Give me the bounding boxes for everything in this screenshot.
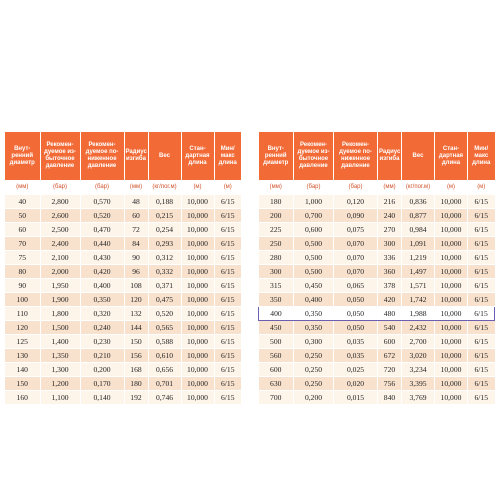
table-cell: 10,000 <box>435 209 468 223</box>
table-cell: 0,020 <box>334 377 378 391</box>
table-cell: 0,332 <box>148 265 181 279</box>
table-cell: 10,000 <box>181 349 214 363</box>
table-row <box>5 321 241 335</box>
table-cell: 700 <box>259 391 294 405</box>
table-cell: 0,065 <box>334 279 378 293</box>
table-cell: 0,188 <box>148 195 181 209</box>
table-cell: 10,000 <box>181 377 214 391</box>
table-cell: 0,588 <box>148 335 181 349</box>
table-cell: 10,000 <box>181 209 214 223</box>
table-cell: 96 <box>124 265 148 279</box>
table-cell: 10,000 <box>181 251 214 265</box>
table-cell: 0,025 <box>334 363 378 377</box>
table-row <box>5 363 241 377</box>
table-cell: 75 <box>5 251 40 265</box>
table-cell: 2,800 <box>40 195 80 209</box>
table-cell: 150 <box>124 335 148 349</box>
unit-cell: (м) <box>435 180 468 195</box>
table-row <box>259 363 495 377</box>
table-cell: 0,140 <box>80 391 124 405</box>
spec-table-right <box>258 132 495 405</box>
unit-cell: (м) <box>468 180 495 195</box>
table-cell: 0,470 <box>80 223 124 237</box>
table-row <box>5 349 241 363</box>
table-cell: 0,050 <box>334 293 378 307</box>
table-cell: 180 <box>124 377 148 391</box>
table-cell: 6/15 <box>468 237 495 251</box>
table-cell: 315 <box>259 279 294 293</box>
header-inner-diameter: Внут- ренний диаметр <box>5 132 40 180</box>
table-cell: 180 <box>259 195 294 209</box>
table-cell: 600 <box>378 335 402 349</box>
header-min-max-length: Мин/ макс длина <box>468 132 495 180</box>
table-cell: 0,500 <box>294 251 334 265</box>
table-cell: 6/15 <box>214 363 241 377</box>
unit-cell: (мм) <box>5 180 40 195</box>
table-cell: 0,070 <box>334 237 378 251</box>
table-cell: 0,035 <box>334 349 378 363</box>
table-row <box>259 251 495 265</box>
table-cell: 6/15 <box>468 195 495 209</box>
table-cell: 6/15 <box>468 363 495 377</box>
table-cell: 0,075 <box>334 223 378 237</box>
table-cell: 132 <box>124 307 148 321</box>
header-row <box>5 132 241 180</box>
table-cell: 0,035 <box>334 335 378 349</box>
table-cell: 6/15 <box>468 251 495 265</box>
table-cell: 10,000 <box>181 307 214 321</box>
table-row <box>5 279 241 293</box>
table-cell: 0,420 <box>80 265 124 279</box>
table-cell: 10,000 <box>435 321 468 335</box>
table-row <box>259 209 495 223</box>
table-row <box>5 391 241 405</box>
table-cell: 110 <box>5 307 40 321</box>
table-row <box>259 293 495 307</box>
table-row <box>5 307 241 321</box>
table-cell: 10,000 <box>181 391 214 405</box>
table-cell: 6/15 <box>214 237 241 251</box>
table-cell: 120 <box>5 321 40 335</box>
table-cell: 144 <box>124 321 148 335</box>
table-cell: 6/15 <box>214 265 241 279</box>
table-cell: 600 <box>259 363 294 377</box>
table-row <box>5 335 241 349</box>
table-cell: 216 <box>378 195 402 209</box>
header-row <box>259 132 495 180</box>
table-cell: 6/15 <box>214 223 241 237</box>
table-cell: 0,300 <box>294 335 334 349</box>
table-cell: 0,254 <box>148 223 181 237</box>
table-cell: 0,090 <box>334 209 378 223</box>
table-cell: 6/15 <box>468 321 495 335</box>
table-cell: 10,000 <box>181 195 214 209</box>
table-cell: 672 <box>378 349 402 363</box>
table-cell: 125 <box>5 335 40 349</box>
table-cell: 120 <box>124 293 148 307</box>
table-cell: 0,200 <box>294 391 334 405</box>
header-reduced-pressure: Рекомен- дуемое по- ниженное давление <box>334 132 378 180</box>
unit-cell: (кг/пог.м) <box>148 180 181 195</box>
table-cell: 0,170 <box>80 377 124 391</box>
table-cell: 540 <box>378 321 402 335</box>
table-cell: 40 <box>5 195 40 209</box>
table-cell: 2,432 <box>402 321 435 335</box>
table-cell: 0,430 <box>80 251 124 265</box>
table-cell: 84 <box>124 237 148 251</box>
table-row-highlighted <box>259 307 495 321</box>
table-cell: 756 <box>378 377 402 391</box>
table-cell: 300 <box>378 237 402 251</box>
table-cell: 420 <box>378 293 402 307</box>
table-cell: 0,400 <box>294 293 334 307</box>
table-cell: 840 <box>378 391 402 405</box>
table-row <box>5 377 241 391</box>
table-row <box>259 237 495 251</box>
table-cell: 6/15 <box>214 349 241 363</box>
table-cell: 1,900 <box>40 293 80 307</box>
table-cell: 6/15 <box>214 209 241 223</box>
unit-cell: (мм) <box>378 180 402 195</box>
table-row <box>259 335 495 349</box>
table-cell: 0,656 <box>148 363 181 377</box>
table-cell: 0,070 <box>334 265 378 279</box>
table-cell: 0,400 <box>80 279 124 293</box>
table-cell: 10,000 <box>435 237 468 251</box>
unit-cell: (м) <box>181 180 214 195</box>
table-cell: 1,200 <box>40 377 80 391</box>
table-cell: 480 <box>378 307 402 321</box>
table-cell: 1,800 <box>40 307 80 321</box>
table-cell: 108 <box>124 279 148 293</box>
table-cell: 6/15 <box>468 293 495 307</box>
table-cell: 2,600 <box>40 209 80 223</box>
table-row <box>5 237 241 251</box>
table-cell: 6/15 <box>214 335 241 349</box>
table-cell: 6/15 <box>468 223 495 237</box>
table-cell: 130 <box>5 349 40 363</box>
table-cell: 6/15 <box>214 293 241 307</box>
table-cell: 6/15 <box>214 391 241 405</box>
table-cell: 80 <box>5 265 40 279</box>
unit-cell: (бар) <box>80 180 124 195</box>
table-row <box>259 349 495 363</box>
table-cell: 560 <box>259 349 294 363</box>
table-cell: 1,350 <box>40 349 80 363</box>
table-cell: 0,570 <box>80 195 124 209</box>
table-cell: 0,250 <box>294 377 334 391</box>
table-cell: 6/15 <box>468 335 495 349</box>
table-cell: 280 <box>259 251 294 265</box>
table-cell: 0,015 <box>334 391 378 405</box>
table-row <box>5 293 241 307</box>
table-cell: 250 <box>259 237 294 251</box>
table-cell: 630 <box>259 377 294 391</box>
table-cell: 6/15 <box>214 279 241 293</box>
table-cell: 0,746 <box>148 391 181 405</box>
table-cell: 10,000 <box>181 223 214 237</box>
table-cell: 10,000 <box>435 307 468 321</box>
table-cell: 0,520 <box>80 209 124 223</box>
table-cell: 0,250 <box>294 349 334 363</box>
header-reduced-pressure: Рекомен- дуемое по- ниженное давление <box>80 132 124 180</box>
table-cell: 0,350 <box>80 293 124 307</box>
table-cell: 6/15 <box>468 391 495 405</box>
table-cell: 2,100 <box>40 251 80 265</box>
table-cell: 6/15 <box>214 321 241 335</box>
table-cell: 150 <box>5 377 40 391</box>
table-cell: 0,230 <box>80 335 124 349</box>
table-cell: 225 <box>259 223 294 237</box>
table-cell: 10,000 <box>181 279 214 293</box>
unit-cell: (кг/пог.м) <box>402 180 435 195</box>
table-row <box>259 391 495 405</box>
table-cell: 6/15 <box>214 251 241 265</box>
table-row <box>5 195 241 209</box>
unit-cell: (бар) <box>294 180 334 195</box>
table-cell: 1,950 <box>40 279 80 293</box>
table-cell: 0,500 <box>294 265 334 279</box>
table-cell: 0,350 <box>294 307 334 321</box>
table-row <box>259 377 495 391</box>
table-cell: 2,500 <box>40 223 80 237</box>
table-row <box>259 321 495 335</box>
unit-cell: (мм) <box>259 180 294 195</box>
table-cell: 0,565 <box>148 321 181 335</box>
unit-cell: (мм) <box>124 180 148 195</box>
table-cell: 90 <box>124 251 148 265</box>
table-cell: 0,210 <box>80 349 124 363</box>
table-cell: 10,000 <box>435 195 468 209</box>
table-cell: 6/15 <box>214 307 241 321</box>
table-cell: 0,371 <box>148 279 181 293</box>
unit-cell: (бар) <box>334 180 378 195</box>
table-cell: 2,700 <box>402 335 435 349</box>
table-cell: 1,400 <box>40 335 80 349</box>
table-cell: 10,000 <box>435 265 468 279</box>
header-inner-diameter: Внут- ренний диаметр <box>259 132 294 180</box>
units-row <box>5 180 241 195</box>
table-cell: 168 <box>124 363 148 377</box>
table-cell: 192 <box>124 391 148 405</box>
table-cell: 70 <box>5 237 40 251</box>
table-cell: 0,293 <box>148 237 181 251</box>
table-cell: 10,000 <box>435 377 468 391</box>
table-cell: 10,000 <box>435 349 468 363</box>
header-bend-radius: Радиус изгиба <box>378 132 402 180</box>
header-min-max-length: Мин/ макс длина <box>214 132 241 180</box>
table-cell: 0,600 <box>294 223 334 237</box>
table-cell: 3,020 <box>402 349 435 363</box>
table-cell: 1,091 <box>402 237 435 251</box>
units-row <box>259 180 495 195</box>
table-cell: 0,984 <box>402 223 435 237</box>
table-cell: 0,240 <box>80 321 124 335</box>
unit-cell: (бар) <box>40 180 80 195</box>
table-cell: 0,120 <box>334 195 378 209</box>
table-cell: 160 <box>5 391 40 405</box>
table-cell: 3,769 <box>402 391 435 405</box>
header-excess-pressure: Рекомен- дуемое из- быточное давление <box>40 132 80 180</box>
table-cell: 450 <box>259 321 294 335</box>
table-cell: 72 <box>124 223 148 237</box>
table-cell: 200 <box>259 209 294 223</box>
table-cell: 50 <box>5 209 40 223</box>
table-cell: 2,400 <box>40 237 80 251</box>
table-cell: 10,000 <box>181 335 214 349</box>
table-row <box>5 223 241 237</box>
table-cell: 6/15 <box>468 209 495 223</box>
table-cell: 0,610 <box>148 349 181 363</box>
table-cell: 3,234 <box>402 363 435 377</box>
table-row <box>259 223 495 237</box>
table-cell: 1,988 <box>402 307 435 321</box>
header-standard-length: Стан- дартная длина <box>435 132 468 180</box>
table-cell: 0,520 <box>148 307 181 321</box>
table-cell: 100 <box>5 293 40 307</box>
table-cell: 10,000 <box>435 293 468 307</box>
table-cell: 0,701 <box>148 377 181 391</box>
table-cell: 140 <box>5 363 40 377</box>
table-cell: 60 <box>124 209 148 223</box>
table-cell: 1,100 <box>40 391 80 405</box>
table-cell: 10,000 <box>435 363 468 377</box>
table-cell: 0,836 <box>402 195 435 209</box>
table-cell: 1,500 <box>40 321 80 335</box>
table-cell: 360 <box>378 265 402 279</box>
table-cell: 300 <box>259 265 294 279</box>
table-cell: 10,000 <box>181 363 214 377</box>
table-cell: 500 <box>259 335 294 349</box>
table-cell: 0,215 <box>148 209 181 223</box>
header-weight: Вес <box>148 132 181 180</box>
table-cell: 0,475 <box>148 293 181 307</box>
table-cell: 1,742 <box>402 293 435 307</box>
table-cell: 240 <box>378 209 402 223</box>
table-cell: 6/15 <box>468 307 495 321</box>
table-row <box>259 279 495 293</box>
table-cell: 48 <box>124 195 148 209</box>
table-row <box>5 265 241 279</box>
table-cell: 0,050 <box>334 307 378 321</box>
table-cell: 6/15 <box>214 195 241 209</box>
table-cell: 400 <box>259 307 294 321</box>
table-cell: 156 <box>124 349 148 363</box>
table-cell: 6/15 <box>468 349 495 363</box>
spec-table-left <box>5 132 241 405</box>
table-cell: 1,000 <box>294 195 334 209</box>
table-cell: 6/15 <box>468 377 495 391</box>
table-cell: 336 <box>378 251 402 265</box>
table-cell: 1,300 <box>40 363 80 377</box>
table-cell: 720 <box>378 363 402 377</box>
table-cell: 10,000 <box>181 321 214 335</box>
table-cell: 10,000 <box>435 223 468 237</box>
table-cell: 350 <box>259 293 294 307</box>
table-row <box>259 195 495 209</box>
table-cell: 90 <box>5 279 40 293</box>
table-cell: 0,070 <box>334 251 378 265</box>
table-cell: 1,571 <box>402 279 435 293</box>
table-cell: 10,000 <box>435 279 468 293</box>
table-cell: 378 <box>378 279 402 293</box>
table-cell: 10,000 <box>435 251 468 265</box>
table-cell: 3,395 <box>402 377 435 391</box>
table-cell: 0,320 <box>80 307 124 321</box>
table-cell: 0,877 <box>402 209 435 223</box>
table-cell: 6/15 <box>214 377 241 391</box>
table-cell: 10,000 <box>181 293 214 307</box>
table-cell: 0,440 <box>80 237 124 251</box>
header-weight: Вес <box>402 132 435 180</box>
table-cell: 0,312 <box>148 251 181 265</box>
table-cell: 6/15 <box>468 279 495 293</box>
header-bend-radius: Радиус изгиба <box>124 132 148 180</box>
table-cell: 270 <box>378 223 402 237</box>
table-row <box>5 209 241 223</box>
table-cell: 0,250 <box>294 363 334 377</box>
table-row <box>5 251 241 265</box>
table-cell: 10,000 <box>181 265 214 279</box>
table-cell: 10,000 <box>181 237 214 251</box>
table-cell: 0,050 <box>334 321 378 335</box>
header-standard-length: Стан- дартная длина <box>181 132 214 180</box>
table-cell: 0,200 <box>80 363 124 377</box>
table-cell: 1,219 <box>402 251 435 265</box>
unit-cell: (м) <box>214 180 241 195</box>
header-excess-pressure: Рекомен- дуемое из- быточное давление <box>294 132 334 180</box>
table-cell: 60 <box>5 223 40 237</box>
table-cell: 2,000 <box>40 265 80 279</box>
table-cell: 0,500 <box>294 237 334 251</box>
table-cell: 0,350 <box>294 321 334 335</box>
table-cell: 0,450 <box>294 279 334 293</box>
table-cell: 0,700 <box>294 209 334 223</box>
table-cell: 1,497 <box>402 265 435 279</box>
table-cell: 10,000 <box>435 391 468 405</box>
table-row <box>259 265 495 279</box>
table-cell: 10,000 <box>435 335 468 349</box>
table-cell: 6/15 <box>468 265 495 279</box>
